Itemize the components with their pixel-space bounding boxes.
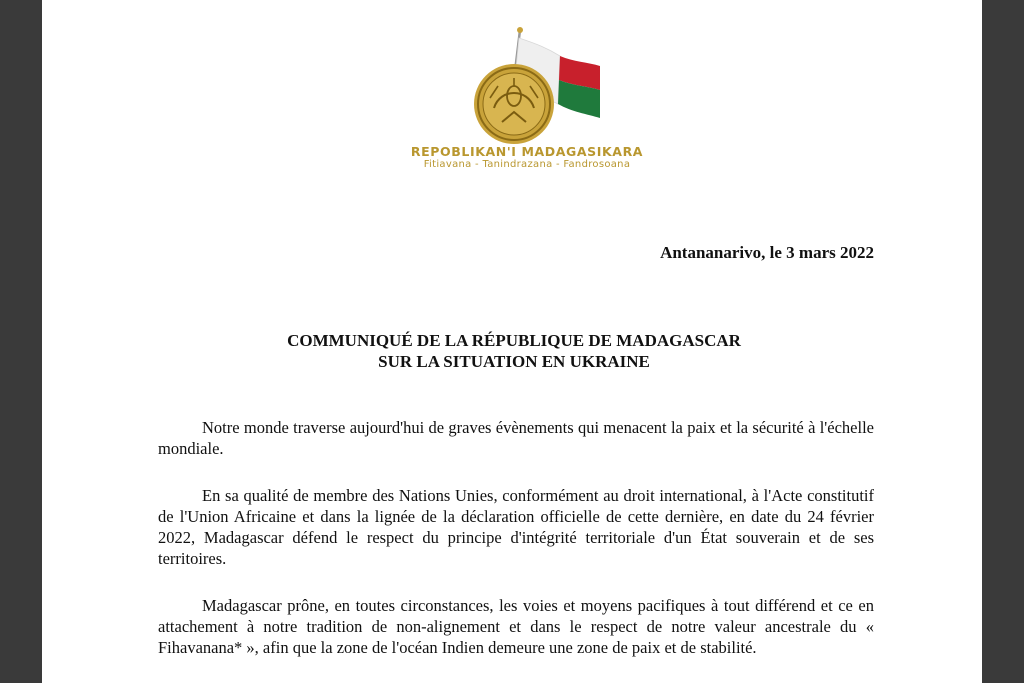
paragraph-3: Madagascar prône, en toutes circonstances, les voies et moyens pacifiques à tout différend et ce en attachement à notre tradition de non-alignement et dans le respect de notre valeur ancestrale du « Fihavanana* », afin que la zone de l'océan Indien demeure une zone de paix et de stabilité. [158, 596, 874, 657]
title-line-2: SUR LA SITUATION EN UKRAINE [378, 352, 650, 371]
republic-motto: Fitiavana - Tanindrazana - Fandrosoana [423, 159, 631, 170]
title-line-1: COMMUNIQUÉ DE LA RÉPUBLIQUE DE MADAGASCAR [287, 331, 741, 350]
letterhead [382, 26, 682, 176]
paragraph-1: Notre monde traverse aujourd'hui de graves évènements qui menacent la paix et la sécurité à l'échelle mondiale. [158, 418, 874, 458]
republic-name: REPOBLIKAN'I MADAGASIKARA [410, 144, 644, 159]
paragraph-2: En sa qualité de membre des Nations Unies, conformément au droit international, à l'Acte constitutif de l'Union Africaine et dans la lignée de la déclaration officielle de cette dernière, en date du 24 février 2022, Madagascar défend le respect du principe d'intégrité territoriale d'un État souverain et de ses territoires. [158, 486, 874, 568]
document-page [42, 0, 982, 683]
date-line: Antananarivo, le 3 mars 2022 [660, 243, 874, 262]
communique-body [158, 417, 874, 683]
communique-title [42, 330, 982, 372]
madagascar-emblem-icon [442, 26, 602, 146]
